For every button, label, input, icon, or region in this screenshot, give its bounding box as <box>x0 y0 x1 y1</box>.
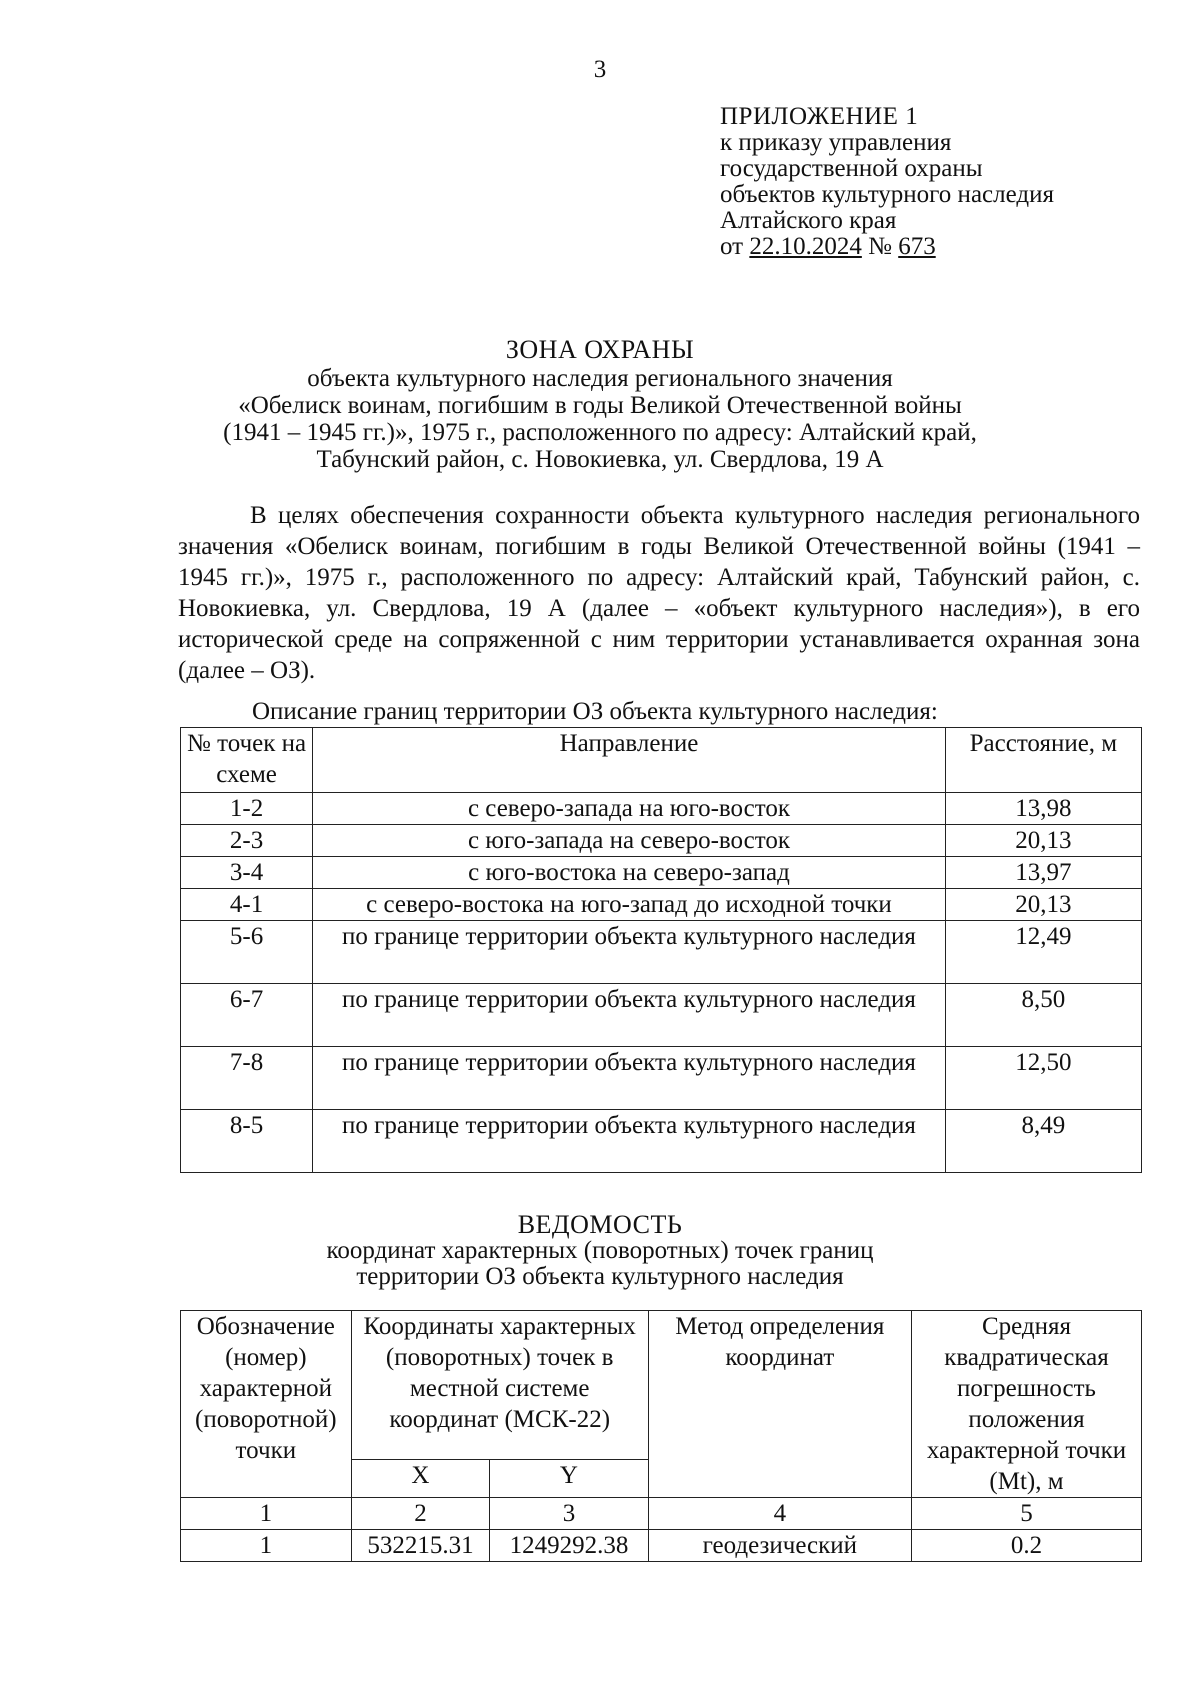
table-header-row <box>181 728 1142 793</box>
cell-distance: 8,50 <box>945 984 1141 1047</box>
header-x: X <box>351 1459 490 1497</box>
intro-text: В целях обеспечения сохранности объекта культурного наследия регионального значения «Обелиск воинам, погибшим в годы Великой Отечественной войны (1941 – 1945 гг.)», 1975 г., расположенного по адресу: Алтайский край, Табунский район, с. Новокиевка, ул. Свердлова, 19 А (далее – «объект культурного наследия»), в его исторической среде на сопряженной с ним территории устанавливается охранная зона (далее – ОЗ). <box>178 502 1140 684</box>
boundary-table <box>180 727 1142 1173</box>
order-number: 673 <box>898 233 936 260</box>
cell-distance: 13,98 <box>945 793 1141 825</box>
title-block <box>0 336 1200 473</box>
cell-direction: по границе территории объекта культурного наследия <box>313 984 946 1047</box>
cell-direction: с юго-запада на северо-восток <box>313 825 946 857</box>
cell-points: 3-4 <box>181 857 313 889</box>
cell-method: геодезический <box>648 1530 911 1562</box>
cell-points: 1-2 <box>181 793 313 825</box>
cell-distance: 12,49 <box>945 921 1141 984</box>
cell-distance: 12,50 <box>945 1047 1141 1110</box>
table-row <box>181 793 1142 825</box>
cell-point: 1 <box>181 1530 352 1562</box>
column-number: 2 <box>351 1498 490 1530</box>
coordinates-table <box>180 1310 1142 1562</box>
title-line: (1941 – 1945 гг.)», 1975 г., расположенного по адресу: Алтайский край, <box>223 419 977 446</box>
cell-direction: с северо-запада на юго-восток <box>313 793 946 825</box>
header-y: Y <box>490 1459 648 1497</box>
appendix-line: государственной охраны <box>720 155 983 182</box>
table-header-row <box>181 1311 1142 1460</box>
cell-points: 7-8 <box>181 1047 313 1110</box>
page-number: 3 <box>593 56 607 83</box>
table-row <box>181 1047 1142 1110</box>
column-number: 4 <box>648 1498 911 1530</box>
header-coordinates: Координаты характерных (поворотных) точек в местной системе координат (МСК-22) <box>351 1311 648 1460</box>
cell-distance: 20,13 <box>945 825 1141 857</box>
column-number: 1 <box>181 1498 352 1530</box>
table-row <box>181 1110 1142 1173</box>
vedomost-line: территории ОЗ объекта культурного наследия <box>356 1263 844 1290</box>
cell-distance: 8,49 <box>945 1110 1141 1173</box>
title-line: Табунский район, с. Новокиевка, ул. Свердлова, 19 А <box>316 446 884 473</box>
table-row <box>181 857 1142 889</box>
appendix-line: к приказу управления <box>720 129 952 156</box>
vedomost-line: координат характерных (поворотных) точек границ <box>326 1237 874 1264</box>
header-points: № точек на схеме <box>181 728 313 793</box>
appendix-date-line <box>720 234 1054 260</box>
table-row <box>181 921 1142 984</box>
vedomost-block <box>0 1212 1200 1290</box>
cell-x: 532215.31 <box>351 1530 490 1562</box>
header-method: Метод определения координат <box>648 1311 911 1498</box>
cell-points: 2-3 <box>181 825 313 857</box>
cell-distance: 13,97 <box>945 857 1141 889</box>
column-number-row <box>181 1498 1142 1530</box>
cell-points: 5-6 <box>181 921 313 984</box>
column-number: 5 <box>911 1498 1141 1530</box>
title-line: «Обелиск воинам, погибшим в годы Великой Отечественной войны <box>238 392 962 419</box>
cell-direction: по границе территории объекта культурного наследия <box>313 1110 946 1173</box>
vedomost-heading: ВЕДОМОСТЬ <box>517 1210 683 1239</box>
cell-distance: 20,13 <box>945 889 1141 921</box>
title-line: объекта культурного наследия регионального значения <box>307 365 893 392</box>
cell-direction: по границе территории объекта культурного наследия <box>313 921 946 984</box>
appendix-block <box>720 104 1054 260</box>
column-number: 3 <box>490 1498 648 1530</box>
appendix-line: объектов культурного наследия <box>720 181 1054 208</box>
cell-points: 6-7 <box>181 984 313 1047</box>
cell-direction: с юго-востока на северо-запад <box>313 857 946 889</box>
appendix-line: Алтайского края <box>720 207 897 234</box>
table-row <box>181 1530 1142 1562</box>
order-date: 22.10.2024 <box>749 233 862 260</box>
table-row <box>181 825 1142 857</box>
cell-points: 4-1 <box>181 889 313 921</box>
table-row <box>181 889 1142 921</box>
table-row <box>181 984 1142 1047</box>
intro-paragraph <box>178 500 1140 686</box>
cell-y: 1249292.38 <box>490 1530 648 1562</box>
header-designation: Обозначение (номер) характерной (поворотной) точки <box>181 1311 352 1498</box>
header-direction: Направление <box>313 728 946 793</box>
cell-points: 8-5 <box>181 1110 313 1173</box>
header-error: Средняя квадратическая погрешность положения характерной точки (Mt), м <box>911 1311 1141 1498</box>
page-title: ЗОНА ОХРАНЫ <box>505 335 695 364</box>
header-distance: Расстояние, м <box>945 728 1141 793</box>
boundary-caption: Описание границ территории ОЗ объекта культурного наследия: <box>252 698 938 725</box>
appendix-heading: ПРИЛОЖЕНИЕ 1 <box>720 103 919 130</box>
cell-direction: по границе территории объекта культурного наследия <box>313 1047 946 1110</box>
cell-direction: с северо-востока на юго-запад до исходной точки <box>313 889 946 921</box>
date-prefix: от <box>720 233 744 260</box>
number-sign: № <box>868 233 892 260</box>
cell-error: 0.2 <box>911 1530 1141 1562</box>
